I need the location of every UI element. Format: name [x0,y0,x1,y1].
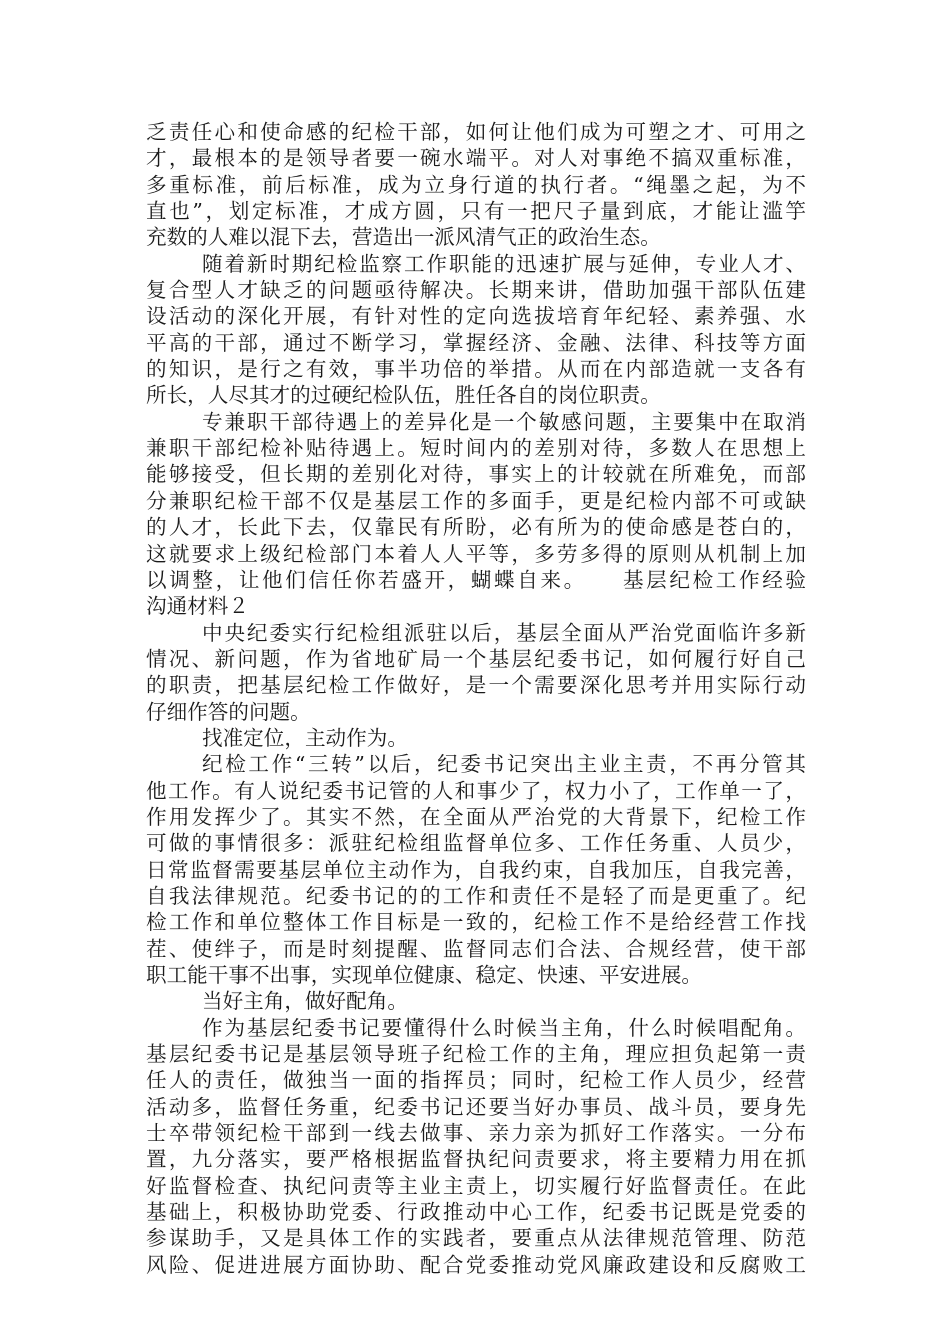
text-line: 检工作和单位整体工作目标是一致的，纪检工作不是给经营工作找 [146,910,806,935]
text-line: 作用发挥少了。其实不然，在全面从严治党的大背景下，纪检工作 [146,804,806,829]
paragraph-first-line: 找准定位，主动作为。 [202,725,408,750]
text-line: 充数的人难以混下去，营造出一派风清气正的政治生态。 [146,225,661,250]
text-line: 情况、新问题，作为省地矿局一个基层纪委书记，如何履行好自己 [146,646,806,671]
text-line: 复合型人才缺乏的问题亟待解决。长期来讲，借助加强干部队伍建 [146,278,806,303]
text-line: 任人的责任，做独当一面的指挥员；同时，纪检工作人员少，经营 [146,1068,806,1093]
text-line: 置，九分落实，要严格根据监督执纪问责要求，将主要精力用在抓 [146,1147,806,1172]
text-line: 日常监督需要基层单位主动作为，自我约束，自我加压，自我完善， [146,857,806,882]
paragraph-first-line: 作为基层纪委书记要懂得什么时候当主角，什么时候唱配角。 [202,1015,806,1040]
text-line: 分兼职纪检干部不仅是基层工作的多面手，更是纪检内部不可或缺 [146,488,806,513]
text-line: 风险、促进进展方面协助、配合党委推动党风廉政建设和反腐败工 [146,1252,806,1277]
paragraph-first-line: 专兼职干部待遇上的差异化是一个敏感问题，主要集中在取消 [202,409,806,434]
text-line: 直也”，划定标准，才成方圆，只有一把尺子量到底，才能让滥竽 [146,199,806,224]
text-line: 基础上，积极协助党委、行政推动中心工作，纪委书记既是党委的 [146,1200,806,1225]
text-line: 兼职干部纪检补贴待遇上。短时间内的差别对待，多数人在思想上 [146,436,806,461]
text-line: 他工作。有人说纪委书记管的人和事少了，权力小了，工作单一了， [146,778,806,803]
text-line: 好监督检查、执纪问责等主业主责上，切实履行好监督责任。在此 [146,1173,806,1198]
text-line: 多重标准，前后标准，成为立身行道的执行者。“绳墨之起，为不 [146,172,806,197]
text-line: 活动多，监督任务重，纪委书记还要当好办事员、战斗员，要身先 [146,1094,806,1119]
text-line: 沟通材料２ [146,594,249,619]
text-line: 的职责，把基层纪检工作做好，是一个需要深化思考并用实际行动 [146,673,806,698]
text-line: 仔细作答的问题。 [146,699,311,724]
text-line: 这就要求上级纪检部门本着人人平等，多劳多得的原则从机制上加 [146,541,806,566]
text-line: 乏责任心和使命感的纪检干部，如何让他们成为可塑之才、可用之 [146,120,806,144]
text-line: 基层纪委书记是基层领导班子纪检工作的主角，理应担负起第一责 [146,1042,806,1067]
text-line: 士卒带领纪检干部到一线去做事、亲力亲为抓好工作落实。一分布 [146,1121,806,1146]
text-line: 的知识，是行之有效，事半功倍的举措。从而在内部造就一支各有 [146,357,806,382]
text-line: 自我法律规范。纪委书记的的工作和责任不是轻了而是更重了。纪 [146,883,806,908]
body-text [146,119,806,1278]
text-line: 以调整，让他们信任你若盛开，蝴蝶自来。 基层纪检工作经验 [146,567,806,592]
paragraph-first-line: 随着新时期纪检监察工作职能的迅速扩展与延伸，专业人才、 [202,251,806,276]
paragraph-first-line: 当好主角，做好配角。 [202,989,408,1014]
text-line: 所长，人尽其才的过硬纪检队伍，胜任各自的岗位职责。 [146,383,661,408]
text-line: 能够接受，但长期的差别化对待，事实上的计较就在所难免，而部 [146,462,806,487]
text-line: 茬、使绊子，而是时刻提醒、监督同志们合法、合规经营，使干部 [146,936,806,961]
text-line: 职工能干事不出事，实现单位健康、稳定、快速、平安进展。 [146,963,703,987]
text-line: 设活动的深化开展，有针对性的定向选拔培育年纪轻、素养强、水 [146,304,806,329]
text-line: 的人才，长此下去，仅靠民有所盼，必有所为的使命感是苍白的， [146,515,806,540]
text-line: 才，最根本的是领导者要一碗水端平。对人对事绝不搞双重标准， [146,146,806,171]
paragraph-first-line: 中央纪委实行纪检组派驻以后，基层全面从严治党面临许多新 [202,620,806,645]
paragraph-first-line: 纪检工作“三转”以后，纪委书记突出主业主责，不再分管其 [202,752,806,777]
text-line: 可做的事情很多：派驻纪检组监督单位多、工作任务重、人员少， [146,831,806,856]
text-line: 平高的干部，通过不断学习，掌握经济、金融、法律、科技等方面 [146,330,806,355]
text-line: 参谋助手，又是具体工作的实践者，要重点从法律规范管理、防范 [146,1226,806,1251]
